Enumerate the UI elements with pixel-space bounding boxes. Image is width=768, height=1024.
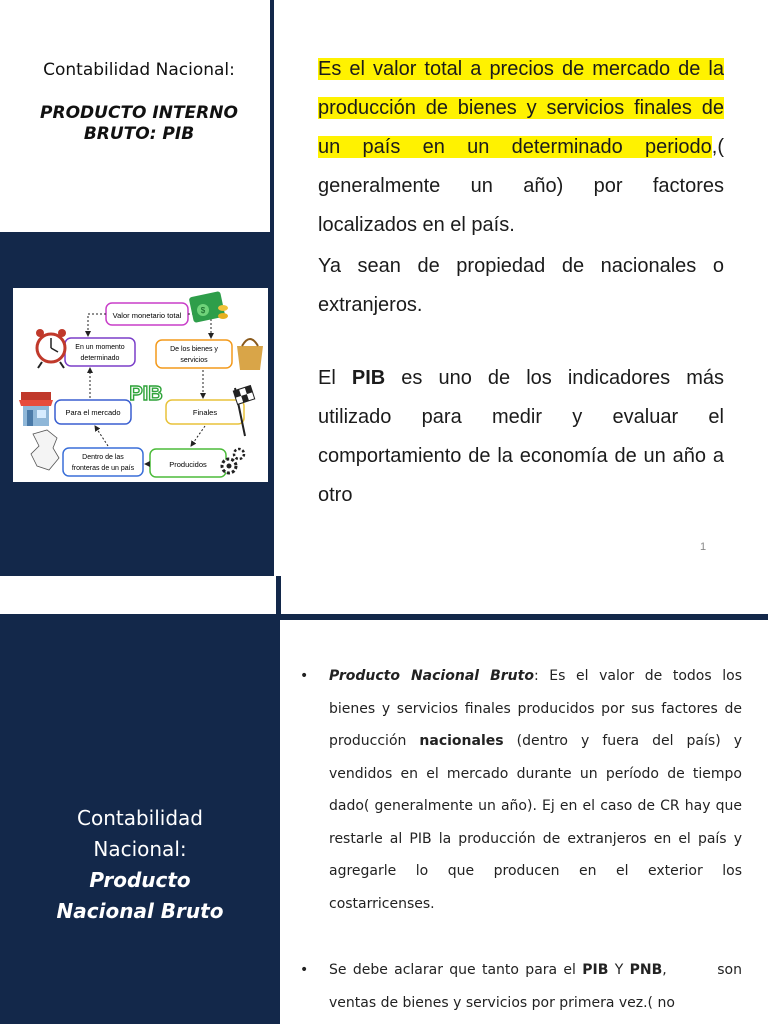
indicator-prefix: El bbox=[318, 367, 352, 389]
alarm-clock-icon bbox=[36, 329, 66, 368]
separator-left-white bbox=[0, 576, 276, 614]
pib-diagram-svg bbox=[13, 288, 268, 482]
slide1-paragraph-definition bbox=[318, 50, 724, 245]
money-icon bbox=[189, 291, 228, 323]
box-fronteras-label-1: Dentro de las bbox=[82, 454, 124, 461]
pib-diagram bbox=[13, 288, 268, 482]
country-map-icon bbox=[31, 430, 59, 470]
bullet-pib-pnb-note bbox=[300, 954, 747, 1019]
bullet-dot: • bbox=[300, 962, 309, 978]
slide2-title bbox=[20, 803, 260, 927]
box-finales-label: Finales bbox=[192, 408, 218, 417]
pnb-term: Producto Nacional Bruto bbox=[329, 668, 534, 684]
pnb-text-a: : Es el valor de todos los bienes y servicios finales producidos por sus factores de producción bbox=[329, 668, 742, 749]
slide2-title-sub1: Producto bbox=[89, 868, 191, 892]
note-pib-bold: PIB bbox=[582, 962, 609, 978]
slide1-title-line1: Contabilidad Nacional: bbox=[43, 60, 235, 80]
box-producidos-label: Producidos bbox=[169, 460, 207, 469]
store-icon bbox=[19, 392, 53, 426]
slide1-paragraph-indicator bbox=[318, 359, 724, 515]
note-pnb-bold: PNB bbox=[629, 962, 663, 978]
box-valor-label: Valor monetario total bbox=[112, 311, 182, 320]
box-mercado-label: Para el mercado bbox=[65, 408, 121, 417]
bullet-dot: • bbox=[300, 668, 309, 684]
note-text-a: Se debe aclarar que tanto para el bbox=[329, 962, 583, 978]
slide2-title-line2: Nacional: bbox=[93, 837, 187, 861]
box-momento-label-2: determinado bbox=[80, 355, 120, 362]
slide2-title-line1: Contabilidad bbox=[77, 806, 203, 830]
pnb-text-b: (dentro y fuera del país) y vendidos en el mercado durante un período de tiempo dado( generalmente un año). Ej en el caso de CR hay que restarle al PIB la producción de extranjeros en el país y agregarle lo que producen en el exterior los costarricenses. bbox=[329, 733, 742, 912]
arrow-fronteras-mercado bbox=[95, 426, 108, 446]
note-text-b: , son ventas de bienes y servicios por primera vez.( no bbox=[329, 962, 747, 1011]
svg-text:$: $ bbox=[200, 306, 206, 315]
slide1-title-sub2: BRUTO: PIB bbox=[83, 124, 195, 144]
box-bienes-label-1: De los bienes y bbox=[170, 346, 218, 353]
box-momento-label-1: En un momento bbox=[75, 344, 125, 351]
slide1-body bbox=[318, 50, 724, 515]
indicator-pib-bold: PIB bbox=[351, 367, 386, 389]
pnb-nacionales-bold: nacionales bbox=[419, 733, 504, 749]
indicator-rest: es uno de los indicadores más utilizado para medir y evaluar el comportamiento de la economía de un año a otro bbox=[318, 367, 724, 506]
slide1-title bbox=[0, 60, 278, 145]
highlighted-definition: Es el valor total a precios de mercado de la producción de bienes y servicios finales de un país en un determinado periodo bbox=[318, 58, 724, 158]
handbag-icon bbox=[237, 339, 263, 370]
slide1-title-sub1: PRODUCTO INTERNO bbox=[40, 103, 238, 123]
slide2-title-sub2: Nacional Bruto bbox=[56, 899, 224, 923]
arrow-finales-producidos bbox=[191, 426, 205, 446]
slide2-body bbox=[300, 660, 747, 1019]
note-y: Y bbox=[608, 962, 630, 978]
box-bienes-label-2: servicios bbox=[180, 357, 208, 364]
pib-center-label: PIB bbox=[129, 383, 163, 405]
separator-right-white bbox=[281, 576, 768, 614]
page-number: 1 bbox=[700, 541, 707, 553]
definition-rest: ,( generalmente un año) por factores localizados en el país. bbox=[318, 136, 724, 236]
arrow-valor-momento bbox=[88, 314, 106, 336]
box-fronteras-label-2: fronteras de un país bbox=[71, 465, 135, 472]
bullet-pnb-definition bbox=[300, 660, 742, 920]
slide1-paragraph-ownership: Ya sean de propiedad de nacionales o extranjeros. bbox=[318, 255, 724, 316]
